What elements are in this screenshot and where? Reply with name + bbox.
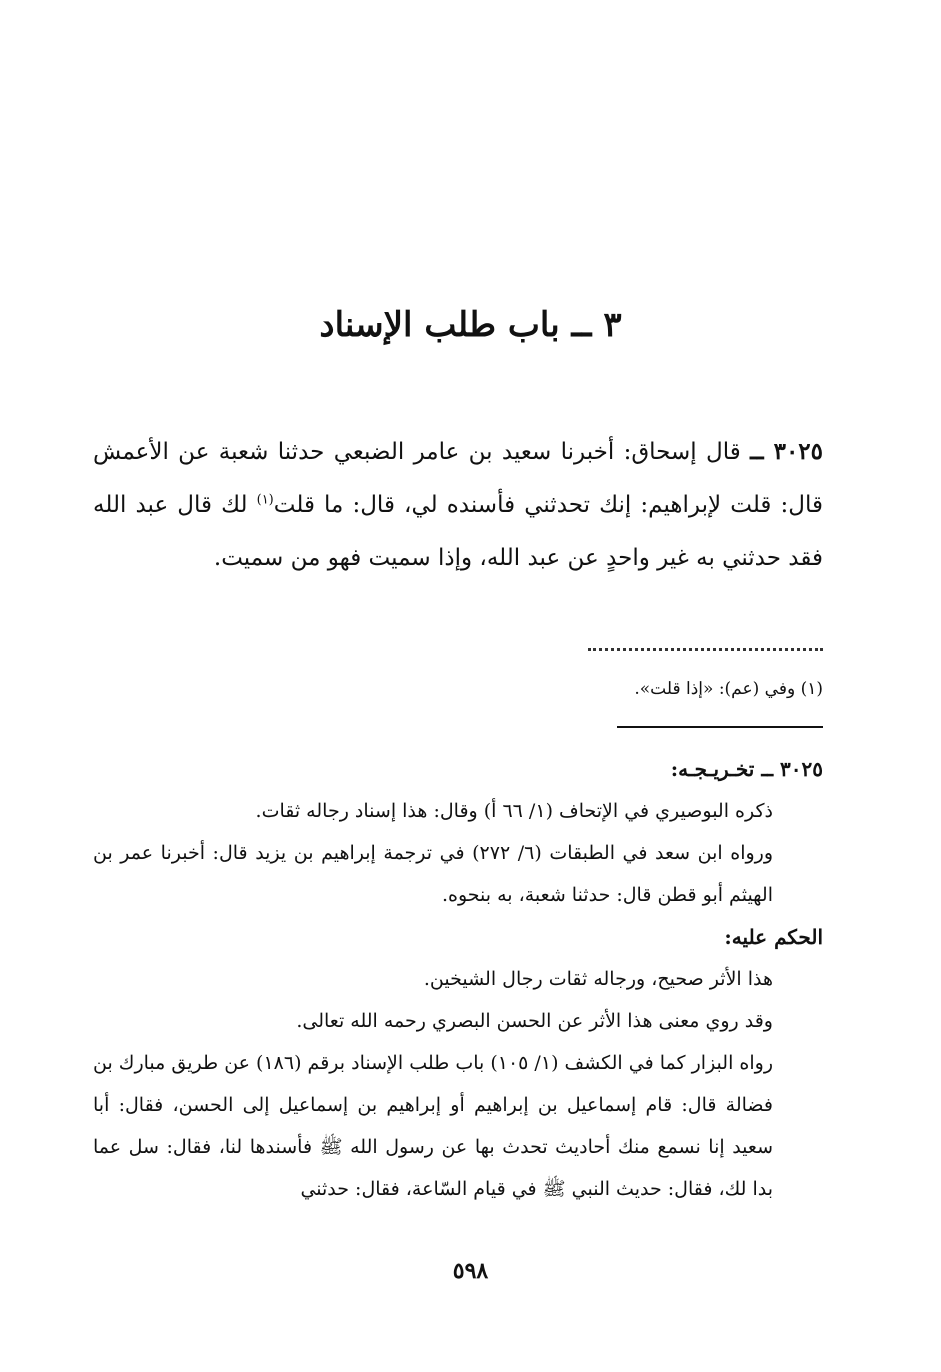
section-divider <box>617 726 823 728</box>
takhrij-paragraph-2: ورواه ابن سعد في الطبقات (٦/ ٢٧٢) في ترجمة إبراهيم بن يزيد قال: أخبرنا عمر بن الهيثم أبو قطن قال: حدثنا شعبة، به بنحوه. <box>93 842 773 906</box>
page-number: ٥٩٨ <box>452 1258 489 1284</box>
ruling-paragraph-1: هذا الأثر صحيح، ورجاله ثقات رجال الشيخين. <box>423 968 773 990</box>
hadith-paragraph <box>93 425 823 585</box>
hadith-number: ٣٠٢٥ ــ <box>750 438 824 465</box>
hadith-text-part-1: قال إسحاق: أخبرنا سعيد بن عامر الضبعي حدثنا شعبة عن الأعمش قال: قلت لإبراهيم: إنك تحدثني فأسنده لي، قال: ما قلت <box>93 439 823 518</box>
footnote: (١) وفي (عم): «إذا قلت». <box>634 679 823 699</box>
hadith-text <box>93 425 823 585</box>
ruling-paragraph-2: وقد روي معنى هذا الأثر عن الحسن البصري رحمه الله تعالى. <box>296 1010 773 1032</box>
takhrij-paragraph-1: ذكره البوصيري في الإتحاف (١/ ٦٦ أ) وقال: هذا إسناد رجاله ثقات. <box>255 800 773 822</box>
takhrij-heading: ٣٠٢٥ ــ تخـريـجـه: <box>670 757 823 781</box>
hadith-text-part-2: لك قال عبد الله فقد حدثني به غير واحدٍ عن عبد الله، وإذا سميت فهو من سميت. <box>93 492 823 571</box>
ruling-paragraph-3: رواه البزار كما في الكشف (١/ ١٠٥) باب طلب الإسناد برقم (١٨٦) عن طريق مبارك بن فضالة قال: قام إسماعيل بن إبراهيم أو إبراهيم بن إسماعيل إلى الحسن، فقال: أبا سعيد إنا نسمع منك أحاديث تحدث بها عن رسول الله ﷺ فأسندها لنا، فقال: سل عما بدا لك، فقال: حديث النبي ﷺ في قيام السّاعة، فقال: حدثني <box>93 1052 773 1200</box>
takhrij-section <box>93 748 823 1210</box>
footnote-marker: (١) <box>256 492 274 508</box>
chapter-title: ٣ ــ باب طلب الإسناد <box>319 305 622 345</box>
ruling-heading: الحكم عليه: <box>724 925 823 949</box>
footnote-separator-dots <box>588 648 823 657</box>
